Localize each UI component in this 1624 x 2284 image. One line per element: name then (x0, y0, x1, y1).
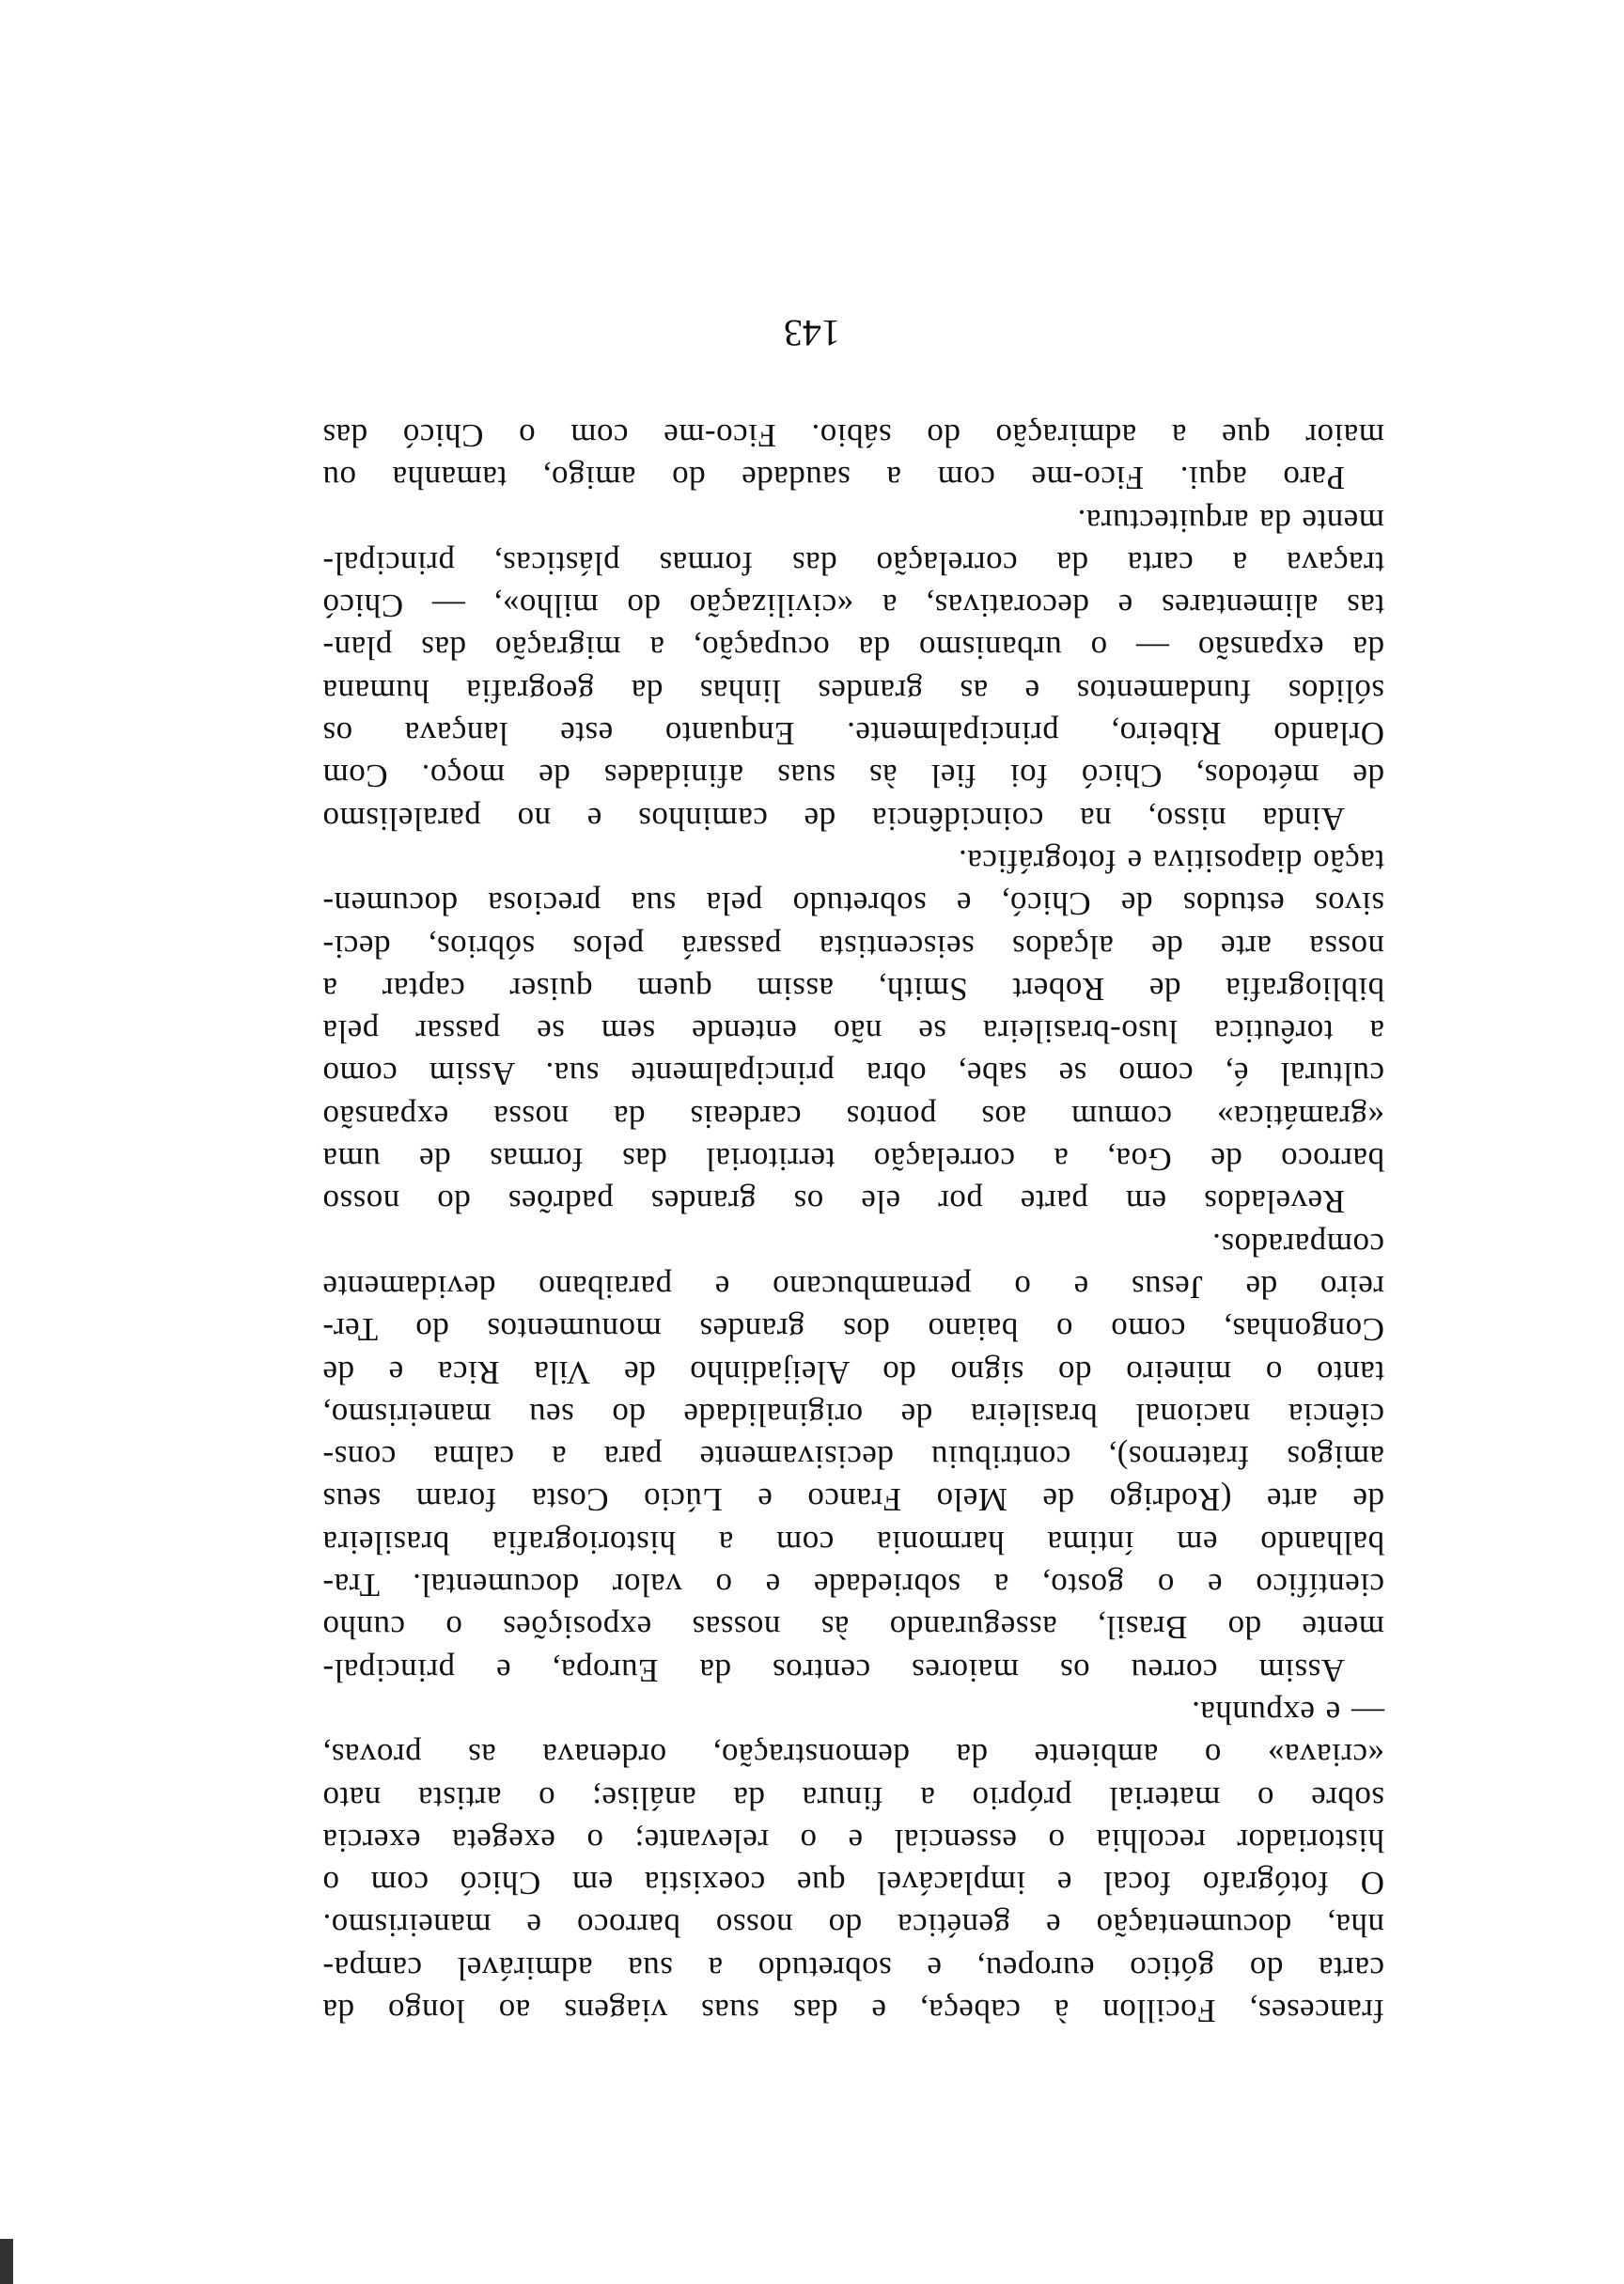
text-line: «gramática» comum aos pontos cardeais da nossa expansão (322, 1098, 1384, 1135)
text-line: «criava» o ambiente da demonstração, ordenava as provas, (322, 1737, 1384, 1775)
text-line: de arte (Rodrigo de Melo Franco e Lúcio Costa foram seus (322, 1481, 1384, 1519)
text-line: carta do gótico europeu, e sobretudo a sua admirável campa- (322, 1949, 1384, 1987)
text-line: sobre o material próprio a finura da análise; o artista nato (322, 1779, 1384, 1817)
text-line: nha, documentação e genética do nosso barroco e maneirismo. (322, 1907, 1384, 1945)
text-line: da expansão — o urbanismo da ocupação, a migração das plan- (322, 630, 1384, 667)
text-line: mente da arquitectura. (1077, 502, 1384, 540)
body-text (322, 415, 1384, 2032)
text-line: reiro de Jesus e o pernambucano e paraibano devidamente (322, 1268, 1384, 1306)
text-line: maior que a admiração do sábio. Fico-me com o Chicó das (322, 417, 1384, 455)
text-line: cultural é, como se sabe, obra principalmente sua. Assim como (322, 1056, 1384, 1093)
text-line: traçava a carta da correlação das formas plásticas, principal- (322, 544, 1384, 582)
text-line: ciência nacional brasileira de originalidade do seu maneirismo, (322, 1396, 1384, 1433)
text-line: tas alimentares e decorativas, a «civilização do milho», — Chicó (322, 587, 1384, 625)
text-line: nossa arte de alçados seiscentista passará pelos sóbrios, deci- (322, 928, 1384, 965)
text-line: Assim correu os maiores centros da Europa, e principal- (322, 1651, 1345, 1689)
text-line: a torêutica luso-brasileira se não entende sem se passar pela (322, 1013, 1384, 1051)
text-line: balhando em íntima harmonia com a historiografia brasileira (322, 1524, 1384, 1561)
text-line: Ainda nisso, na coincidência de caminhos e no paralelismo (322, 800, 1345, 837)
text-line: tação diapositiva e fotográfica. (958, 842, 1384, 880)
text-line: Paro aqui. Fico-me com a saudade do amigo, tamanha ou (322, 460, 1345, 497)
text-line: Orlando Ribeiro, principalmente. Enquanto este lançava os (322, 715, 1384, 753)
text-line: sólidos fundamentos e as grandes linhas da geografia humana (322, 672, 1384, 710)
text-line: bibliografia de Robert Smith, assim quem quiser captar a (322, 970, 1384, 1008)
text-line: mente do Brasil, assegurando às nossas exposições o cunho (322, 1609, 1384, 1647)
text-line: comparados. (1211, 1226, 1384, 1263)
text-line: O fotógrafo focal e implacável que coexistia em Chicó com o (322, 1865, 1384, 1902)
page-number: 143 (784, 312, 840, 354)
text-line: amigos fraternos), contribuiu decisivamente para a calma cons- (322, 1439, 1384, 1477)
text-line: franceses, Focillon à cabeça, e das suas viagens ao longo da (322, 1993, 1384, 2029)
text-line: Revelados em parte por ele os grandes padrões do nosso (322, 1183, 1345, 1221)
scan-edge-mark (0, 2239, 13, 2284)
text-line: — e expunha. (1191, 1694, 1384, 1731)
text-line: Congonhas, como o baiano dos grandes monumentos do Ter- (322, 1311, 1384, 1349)
text-line: historiador recolhia o essencial e o relevante; o exegeta exercia (322, 1822, 1384, 1859)
text-line: científico e o gosto, a sobriedade e o valor documental. Tra- (322, 1567, 1384, 1604)
text-line: tanto o mineiro do signo do Aleijadinho de Vila Rica e de (322, 1353, 1384, 1391)
text-line: barroco de Goa, a correlação territorial das formas de uma (322, 1141, 1384, 1179)
text-line: de métodos, Chicó foi fiel às suas afinidades de moço. Com (322, 758, 1384, 795)
text-line: sivos estudos de Chicó, e sobretudo pela sua preciosa documen- (322, 885, 1384, 923)
